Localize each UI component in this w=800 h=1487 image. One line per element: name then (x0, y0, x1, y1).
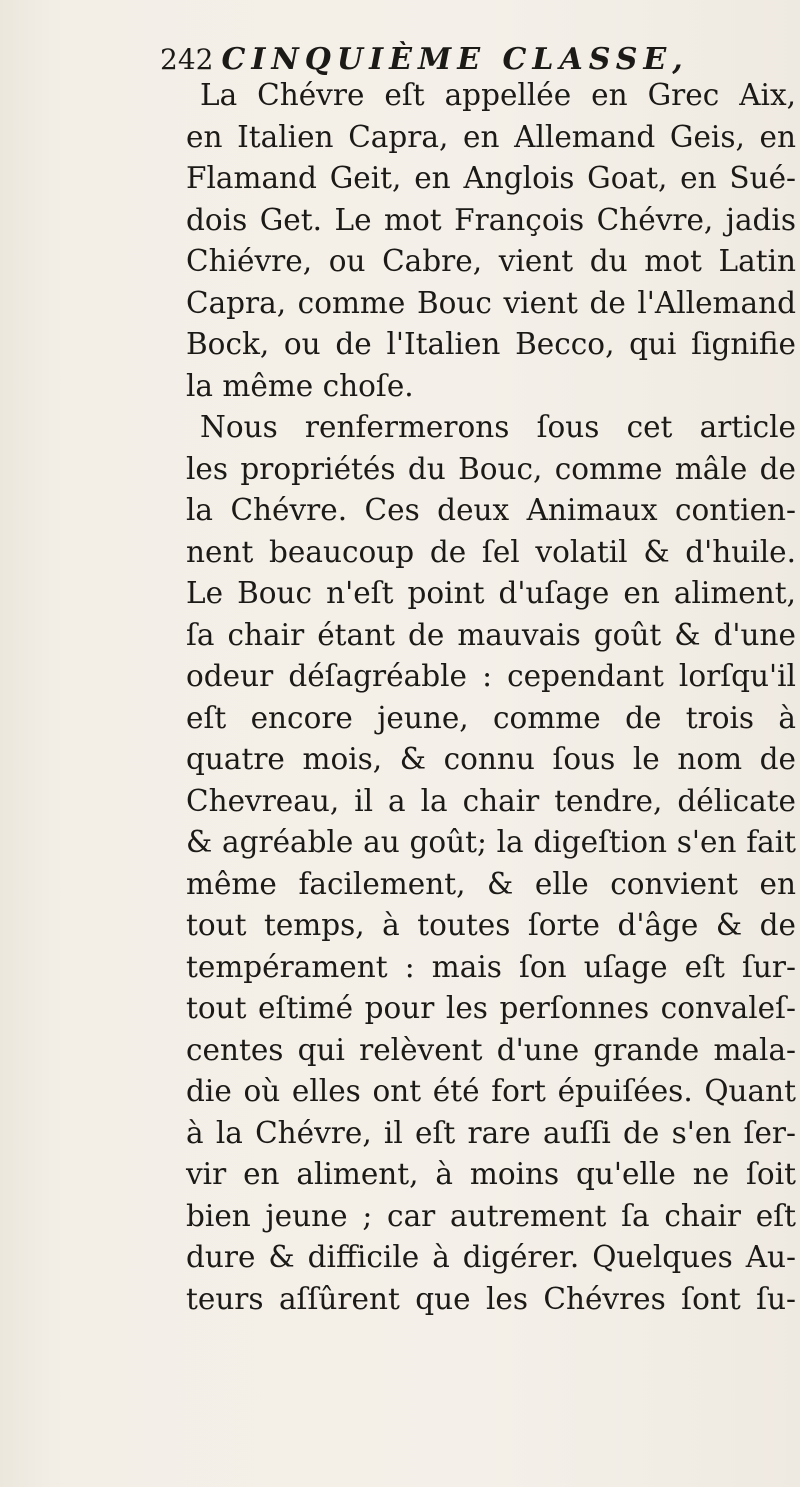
text-line: dois Get. Le mot François Chévre, jadis (186, 202, 796, 237)
text-line: tout eſtimé pour les perſonnes convaleſ- (186, 991, 796, 1025)
text-line: quatre mois, & connu ſous le nom de (186, 742, 796, 776)
text-line: centes qui relèvent d'une grande mala- (186, 1032, 796, 1067)
text-line: eſt encore jeune, comme de trois à (186, 700, 796, 735)
text-line: Le Bouc n'eſt point d'uſage en aliment, (186, 576, 796, 610)
text-line: Bock, ou de l'Italien Becco, qui ſignifie (186, 327, 796, 361)
page-number: 242 (160, 43, 214, 76)
text-line: ſa chair étant de mauvais goût & d'une (186, 617, 796, 652)
text-line: la Chévre. Ces deux Animaux contien- (186, 493, 796, 527)
text-line: Chevreau, il a la chair tendre, délicate (186, 783, 796, 818)
text-line: les propriétés du Bouc, comme mâle de (186, 451, 796, 486)
text-line: même facilement, & elle convient en (186, 866, 796, 901)
text-line: à la Chévre, il eſt rare auſſi de s'en ſer- (186, 1115, 796, 1150)
text-line: en Italien Capra, en Allemand Geis, en (186, 119, 796, 154)
text-line: la même choſe. (186, 368, 414, 403)
text-line: dure & difficile à digérer. Quelques Au- (186, 1240, 796, 1274)
text-line: La Chévre eſt appellée en Grec Aix, (200, 78, 796, 112)
text-line: Capra, comme Bouc vient de l'Allemand (186, 285, 796, 320)
text-line: & agréable au goût; la digeſtion s'en fait (186, 825, 796, 859)
text-line: Chiévre, ou Cabre, vient du mot Latin (186, 244, 796, 278)
text-line: die où elles ont été fort épuiſées. Quant (186, 1074, 796, 1108)
text-line: tempérament : mais ſon uſage eſt ſur- (186, 949, 796, 984)
text-line: bien jeune ; car autrement ſa chair eſt (186, 1198, 796, 1233)
text-line: tout temps, à toutes ſorte d'âge & de (186, 908, 796, 942)
text-line: vir en aliment, à moins qu'elle ne ſoit (186, 1157, 796, 1191)
body-text (186, 75, 796, 1320)
text-line: nent beaucoup de ſel volatil & d'huile. (186, 534, 796, 569)
text-line: Nous renfermerons ſous cet article (200, 410, 796, 444)
running-head: CINQUIÈME CLASSE, (221, 42, 689, 77)
text-line: Flamand Geit, en Anglois Goat, en Sué- (186, 161, 796, 195)
text-line: teurs aſſûrent que les Chévres ſont ſu- (186, 1281, 796, 1316)
text-line: odeur déſagréable : cependant lorſqu'il (186, 659, 796, 693)
